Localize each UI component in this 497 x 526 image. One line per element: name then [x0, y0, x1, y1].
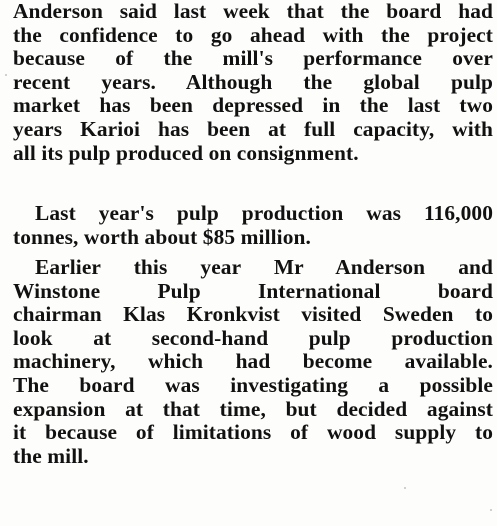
text-line: expansion at that time, but decided against: [13, 396, 493, 421]
print-speck: [490, 509, 492, 511]
text-line: the confidence to go ahead with the project: [13, 22, 493, 47]
text-line: all its pulp produced on consignment.: [13, 140, 359, 165]
text-line: Earlier this year Mr Anderson and: [35, 255, 493, 279]
text-line: recent years. Although the global pulp: [13, 69, 493, 94]
text-line: the mill.: [13, 443, 89, 468]
text-line: look at second-hand pulp production: [13, 325, 493, 350]
paragraph-2: [13, 202, 493, 249]
text-line: chairman Klas Kronkvist visited Sweden to: [13, 302, 493, 327]
text-line: Last year's pulp production was 116,000: [35, 201, 493, 225]
paragraph-1: [13, 0, 493, 165]
text-line: it because of limitations of wood supply to: [13, 420, 493, 445]
text-line: market has been depressed in the last two: [13, 93, 493, 118]
print-speck: [5, 74, 7, 76]
print-speck: [404, 487, 406, 489]
text-line: The board was investigating a possible: [13, 372, 493, 397]
text-line: years Karioi has been at full capacity, with: [13, 116, 493, 141]
text-line: Winstone Pulp International board: [13, 278, 493, 303]
text-line: machinery, which had become available.: [13, 349, 493, 374]
paragraph-3: [13, 256, 493, 468]
text-line: Anderson said last week that the board had: [13, 0, 493, 23]
text-line: tonnes, worth about $85 million.: [13, 224, 311, 249]
text-line: because of the mill's performance over: [13, 46, 493, 71]
